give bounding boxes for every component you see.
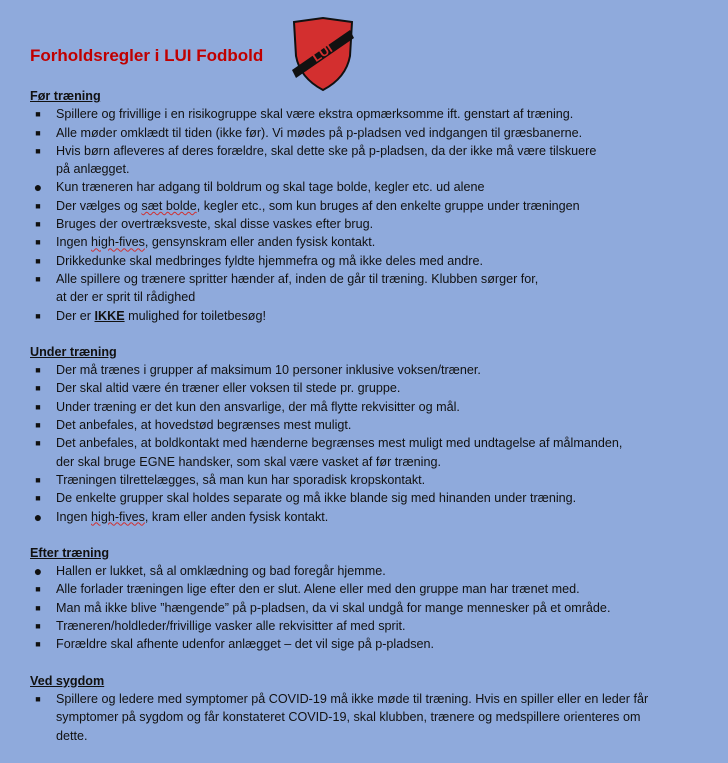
list-item xyxy=(30,690,720,745)
item-text: Ingen xyxy=(56,509,92,524)
item-text: Spillere og frivillige i en risikogruppe skal være ekstra opmærksomme ift. genstart af træning. xyxy=(56,107,574,122)
item-text: Alle møder omklædt til tiden (ikke før). Vi mødes på p-pladsen ved indgangen til græsbanerne. xyxy=(56,125,583,140)
item-text-line: der skal bruge EGNE handsker, som skal være vasket af før træning. xyxy=(56,454,441,469)
item-text: Drikkedunke skal medbringes fyldte hjemmefra og må ikke deles med andre. xyxy=(56,253,483,268)
item-text-line: at der er sprit til rådighed xyxy=(56,290,196,305)
bullet-list xyxy=(30,690,720,745)
list-item xyxy=(30,580,720,598)
list-item xyxy=(30,398,720,416)
emphasized-text: IKKE xyxy=(94,308,125,323)
item-text: Man må ikke blive ”hængende” på p-pladsen, da vi skal undgå for mange mennesker på et område. xyxy=(56,600,611,615)
square-bullet-icon: ■ xyxy=(35,401,41,412)
bullet-list xyxy=(30,361,720,526)
square-bullet-icon: ■ xyxy=(35,200,41,211)
item-text: Ingen xyxy=(56,235,92,250)
square-bullet-icon: ■ xyxy=(35,639,41,650)
square-bullet-icon: ■ xyxy=(35,693,41,704)
item-text-line: Hvis børn afleveres af deres forældre, skal dette ske på p-pladsen, da der ikke må være tilskuere xyxy=(56,143,597,158)
list-item xyxy=(30,307,720,325)
section xyxy=(30,544,720,654)
square-bullet-icon: ■ xyxy=(35,127,41,138)
list-item xyxy=(30,361,720,379)
round-bullet-icon: ● xyxy=(33,179,43,196)
section-heading: Under træning xyxy=(30,344,117,359)
item-text: Der vælges og xyxy=(56,198,142,213)
list-item xyxy=(30,471,720,489)
list-item xyxy=(30,599,720,617)
square-bullet-icon: ■ xyxy=(35,438,41,449)
bullet-list xyxy=(30,105,720,325)
item-text: Træneren/holdleder/frivillige vasker alle rekvisitter af med sprit. xyxy=(56,619,406,634)
section-heading: Efter træning xyxy=(30,545,110,560)
list-item xyxy=(30,434,720,471)
item-text: Under træning er det kun den ansvarlige, der må flytte rekvisitter og mål. xyxy=(56,399,460,414)
list-item xyxy=(30,489,720,507)
round-bullet-icon: ● xyxy=(33,563,43,580)
item-text-line: symptomer på sygdom og får konstateret COVID-19, skal klubben, trænere og medspillere orienteres om xyxy=(56,710,641,725)
section xyxy=(30,343,720,526)
item-text: Det anbefales, at hovedstød begrænses mest muligt. xyxy=(56,418,352,433)
page-title: Forholdsregler i LUI Fodbold xyxy=(30,46,264,65)
item-text-line: på anlægget. xyxy=(56,162,130,177)
spellcheck-flagged-text: high-fives xyxy=(91,509,145,524)
item-text: Forældre skal afhente udenfor anlægget – det vil sige på p-pladsen. xyxy=(56,637,435,652)
square-bullet-icon: ■ xyxy=(35,584,41,595)
item-text: , kegler etc., som kun bruges af den enkelte gruppe under træningen xyxy=(196,198,580,213)
square-bullet-icon: ■ xyxy=(35,219,41,230)
square-bullet-icon: ■ xyxy=(35,145,41,156)
square-bullet-icon: ■ xyxy=(35,420,41,431)
item-text-line: Alle spillere og trænere spritter hænder af, inden de går til træning. Klubben sørger for, xyxy=(56,271,539,286)
square-bullet-icon: ■ xyxy=(35,602,41,613)
list-item xyxy=(30,233,720,251)
item-text: , kram eller anden fysisk kontakt. xyxy=(144,509,329,524)
item-text: Alle forlader træningen lige efter den er slut. Alene eller med den gruppe man har trænet med. xyxy=(56,582,580,597)
document-content xyxy=(30,87,720,763)
list-item xyxy=(30,142,720,179)
list-item xyxy=(30,270,720,307)
list-item xyxy=(30,416,720,434)
square-bullet-icon: ■ xyxy=(35,474,41,485)
section xyxy=(30,87,720,325)
section-heading: Før træning xyxy=(30,89,101,103)
list-item xyxy=(30,508,720,526)
item-text: Kun træneren har adgang til boldrum og skal tage bolde, kegler etc. ud alene xyxy=(56,180,485,195)
square-bullet-icon: ■ xyxy=(35,493,41,504)
square-bullet-icon: ■ xyxy=(35,365,41,376)
square-bullet-icon: ■ xyxy=(35,109,41,120)
list-item xyxy=(30,635,720,653)
list-item xyxy=(30,124,720,142)
logo-text: LUI xyxy=(309,40,336,65)
square-bullet-icon: ■ xyxy=(35,621,41,632)
round-bullet-icon: ● xyxy=(33,508,43,525)
spellcheck-flagged-text: sæt bolde xyxy=(141,198,197,213)
item-text: Der er xyxy=(56,308,95,323)
list-item xyxy=(30,197,720,215)
item-text: Hallen er lukket, så al omklædning og bad foregår hjemme. xyxy=(56,564,386,579)
item-text: , gensynskram eller anden fysisk kontakt. xyxy=(144,235,376,250)
list-item xyxy=(30,252,720,270)
item-text: mulighed for toiletbesøg! xyxy=(124,308,266,323)
item-text: Der skal altid være én træner eller voksen til stede pr. gruppe. xyxy=(56,381,401,396)
list-item xyxy=(30,105,720,123)
item-text: Træningen tilrettelægges, så man kun har sporadisk kropskontakt. xyxy=(56,472,426,487)
item-text-line: Det anbefales, at boldkontakt med hænderne begrænses mest muligt med undtagelse af målmanden, xyxy=(56,436,623,451)
square-bullet-icon: ■ xyxy=(35,237,41,248)
square-bullet-icon: ■ xyxy=(35,273,41,284)
list-item xyxy=(30,178,720,196)
item-text: Bruges der overtræksveste, skal disse vaskes efter brug. xyxy=(56,217,374,232)
item-text-line: dette. xyxy=(56,728,88,743)
bullet-list xyxy=(30,562,720,653)
spellcheck-flagged-text: high-fives xyxy=(91,235,145,250)
list-item xyxy=(30,215,720,233)
item-text: Der må trænes i grupper af maksimum 10 personer inklusive voksen/træner. xyxy=(56,363,481,378)
item-text-line: Spillere og ledere med symptomer på COVID-19 må ikke møde til træning. Hvis en spiller eller en leder får xyxy=(56,691,649,706)
section xyxy=(30,672,720,745)
club-logo-shield xyxy=(290,16,356,92)
list-item xyxy=(30,562,720,580)
list-item xyxy=(30,617,720,635)
section-heading: Ved sygdom xyxy=(30,673,105,688)
square-bullet-icon: ■ xyxy=(35,383,41,394)
square-bullet-icon: ■ xyxy=(35,310,41,321)
item-text: De enkelte grupper skal holdes separate og må ikke blande sig med hinanden under træning. xyxy=(56,491,577,506)
list-item xyxy=(30,379,720,397)
square-bullet-icon: ■ xyxy=(35,255,41,266)
